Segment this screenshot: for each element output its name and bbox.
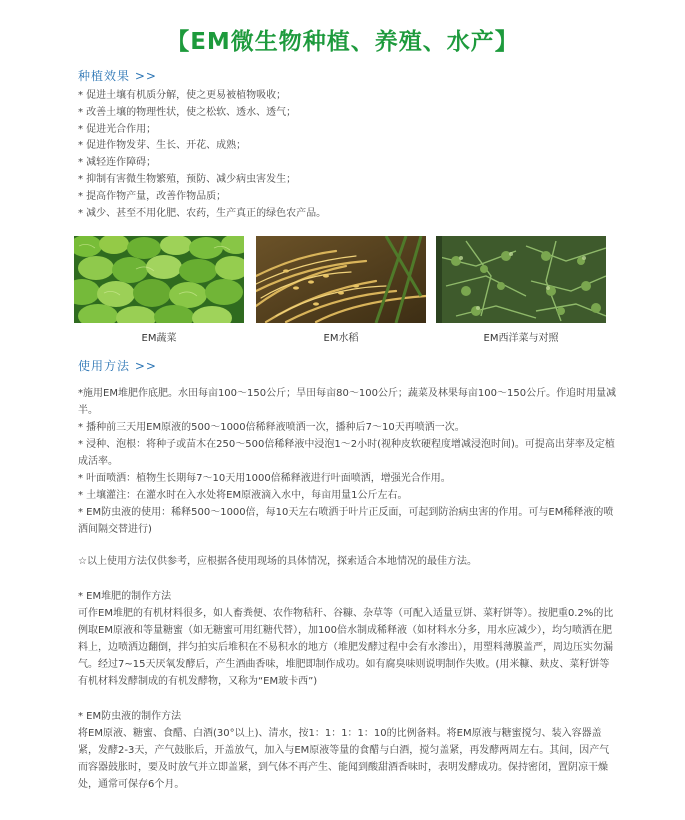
list-item: * 减轻连作障碍； <box>78 157 157 169</box>
lettuce-photo <box>74 236 244 323</box>
usage-line: * 土壤灌注：在灌水时在入水处将EM原液滴入水中，每亩用量1公斤左右。 <box>78 490 408 501</box>
list-item: * 促进光合作用； <box>78 123 157 135</box>
photo-caption: EM西洋菜与对照 <box>483 333 559 344</box>
list-item: * 促进土壤有机质分解，使之更易被植物吸收； <box>78 90 287 101</box>
usage-line: * 叶面喷洒：植物生长期每7～10天用1000倍稀释液进行叶面喷洒，增强光合作用。 <box>78 473 451 484</box>
photo-caption: EM水稻 <box>323 333 359 344</box>
photo-caption: EM蔬菜 <box>141 333 177 344</box>
list-item: * 改善土壤的物理性状，使之松软、透水、透气； <box>78 106 297 118</box>
list-item: * 促进作物发芽、生长、开花、成熟； <box>78 140 247 152</box>
usage-note: ☆以上使用方法仅供参考，应根据各使用现场的具体情况，探索适合本地情况的最佳方法。 <box>78 556 477 567</box>
effects-heading: 种植效果 >> <box>78 69 157 83</box>
rice-photo <box>256 236 426 323</box>
compost-heading: * EM堆肥的制作方法 <box>78 591 172 602</box>
list-item: * 提高作物产量，改善作物品质； <box>78 190 227 202</box>
watercress-photo <box>436 236 606 323</box>
usage-line: * EM防虫液的使用：稀释500～1000倍，每10天左右喷洒于叶片正反面，可起到防治病虫害的作用。可与EM稀释液的喷洒间隔交替进行) <box>78 507 614 535</box>
pest-body: 将EM原液、糖蜜、食醋、白酒(30°以上)、清水，按1：1：1：1：10的比例备料。将EM原液与糖蜜搅匀、装入容器盖紧，发酵2-3天，产气鼓胀后，开盖放气，加入与EM原液等量的食醋与白酒，搅匀盖紧，再发酵两周左右。其间，因产气而容器鼓胀时，要及时放气并立即盖紧，到气体不再产生、能闻到酸甜酒香味时，表明发酵成功。保持密闭，置阴凉干燥处，通常可保存6个月。 <box>78 728 610 790</box>
usage-line: * 播种前三天用EM原液的500～1000倍稀释液喷洒一次，播种后7～10天再喷洒一次。 <box>78 422 465 433</box>
pest-heading: * EM防虫液的制作方法 <box>78 711 182 722</box>
compost-body: 可作EM堆肥的有机材料很多，如人畜粪便、农作物秸秆、谷糠、杂草等（可配入适量豆饼、菜籽饼等）。按肥重0.2%的比例取EM原液和等量糖蜜（如无糖蜜可用红糖代替），加100倍水制成稀释液（如材料水分多，用水应减少），均匀喷洒在肥料上，边喷洒边翻倒，拌匀拍实后堆积在不易积水的地方（堆肥发酵过程中会有水渗出），用塑料薄膜盖严，周边压实勿漏气。经过7~15天厌氧发酵后，产生酒曲香味，堆肥即制作成功。如有腐臭味则说明制作失败。(用米糠、麸皮、菜籽饼等有机材料发酵制成的有机发酵物，又称为“EM玻卡西”) <box>78 608 614 687</box>
page-title: 【EM微生物种植、养殖、水产】 <box>166 29 519 55</box>
usage-line: *施用EM堆肥作底肥。水田每亩100～150公斤；旱田每亩80～100公斤；蔬菜及林果每亩100～150公斤。作追时用量减半。 <box>78 388 617 416</box>
usage-line: * 浸种、泡根：将种子或苗木在250～500倍稀释液中浸泡1～2小时(视种皮软硬程度增减浸泡时间)。可提高出芽率及定植成活率。 <box>78 439 615 467</box>
pest-section <box>78 708 618 793</box>
compost-section <box>78 588 618 690</box>
effects-list <box>78 88 618 222</box>
list-item: * 抑制有害微生物繁殖，预防、减少病虫害发生； <box>78 173 297 185</box>
usage-heading: 使用方法 >> <box>78 359 157 373</box>
usage-section <box>78 385 618 538</box>
list-item: * 减少、甚至不用化肥、农药，生产真正的绿色农产品。 <box>78 207 327 219</box>
